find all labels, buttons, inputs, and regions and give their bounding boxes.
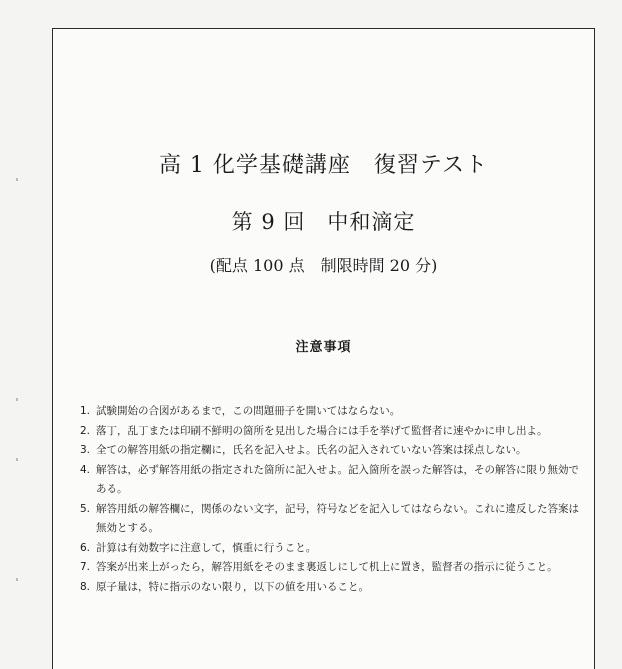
- instruction-number: 4.: [80, 463, 91, 476]
- instruction-item: [80, 578, 580, 598]
- points-and-time-limit: (配点 100 点 制限時間 20 分): [209, 256, 438, 275]
- instruction-item: [80, 500, 580, 539]
- instruction-text: 全ての解答用紙の指定欄に，氏名を記入せよ。氏名の記入されていない答案は採点しない。: [96, 444, 527, 456]
- notice-heading: 注意事項: [295, 340, 352, 355]
- instruction-item: [80, 539, 580, 559]
- instruction-item: [80, 402, 580, 422]
- instruction-text: 試験開始の合図があるまで，この問題冊子を開いてはならない。: [96, 405, 401, 417]
- instruction-text: 計算は有効数字に注意して，慎重に行うこと。: [96, 541, 317, 554]
- instruction-number: 1.: [80, 405, 91, 417]
- instruction-number: 3.: [80, 444, 91, 456]
- test-subtitle: 第 9 回 中和滴定: [231, 210, 416, 234]
- instruction-number: 2.: [80, 424, 91, 437]
- instruction-text: 落丁，乱丁または印刷不鮮明の箇所を見出した場合には手を挙げて監督者に速やかに申し出よ。: [96, 424, 548, 437]
- instruction-text: 原子量は，特に指示のない限り，以下の値を用いること。: [96, 580, 369, 593]
- instruction-item: [80, 441, 580, 461]
- instruction-text: 答案が出来上がったら，解答用紙をそのまま裏返しにして机上に置き，監督者の指示に従うこと。: [96, 561, 558, 573]
- instruction-item: [80, 422, 580, 442]
- instruction-list: [80, 402, 580, 597]
- instruction-number: 6.: [80, 541, 91, 554]
- instruction-number: 5.: [80, 502, 91, 515]
- instruction-number: 7.: [80, 561, 91, 573]
- instruction-item: [80, 558, 580, 578]
- instruction-item: [80, 461, 580, 500]
- scan-margin-mark: [16, 578, 18, 581]
- instruction-text: 解答用紙の解答欄に，関係のない文字，記号，符号などを記入してはならない。これに違反した答案は無効とする。: [96, 502, 579, 534]
- scan-margin-mark: [16, 398, 18, 401]
- scan-margin-mark: [16, 178, 18, 181]
- instruction-text: 解答は，必ず解答用紙の指定された箇所に記入せよ。記入箇所を誤った解答は，その解答に限り無効である。: [96, 463, 579, 495]
- scan-margin-mark: [16, 458, 18, 461]
- test-title: 高 1 化学基礎講座 復習テスト: [158, 153, 489, 178]
- instruction-number: 8.: [80, 580, 91, 593]
